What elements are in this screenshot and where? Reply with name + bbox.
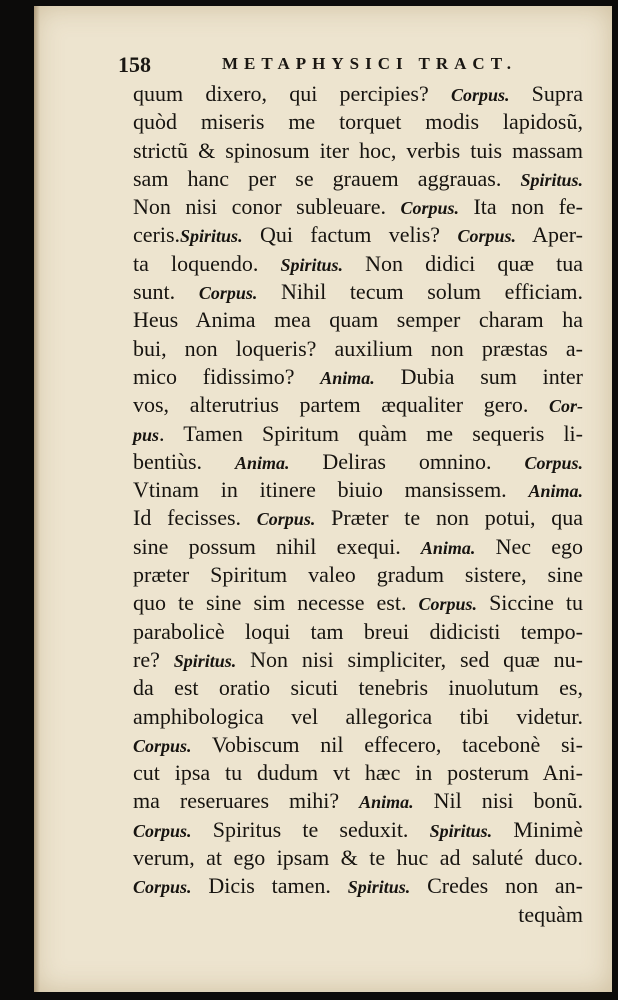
text-run: verum, at ego ipsam & te huc ad saluté duco. xyxy=(133,845,583,871)
speaker-label: Corpus. xyxy=(450,85,510,105)
text-line xyxy=(133,137,583,165)
speaker-label: Corpus. xyxy=(418,594,478,615)
speaker-label: pus xyxy=(133,424,160,445)
text-run: præter Spiritum valeo gradum sistere, sine xyxy=(133,562,583,588)
text-line xyxy=(133,901,583,929)
speaker-label: Spiritus. xyxy=(429,820,493,841)
text-line xyxy=(133,589,583,617)
text-line xyxy=(133,787,583,815)
text-run: . Tamen Spiritum quàm me sequeris li- xyxy=(159,420,583,446)
text-run: Deliras omnino. xyxy=(289,448,525,474)
text-line xyxy=(133,391,583,419)
text-run: Præter te non potui, qua xyxy=(315,505,583,531)
text-run: vos, alterutrius partem æqualiter gero. xyxy=(133,392,549,418)
text-run: Non nisi simpliciter, sed quæ nu- xyxy=(236,646,583,672)
text-run: sam hanc per se grauem aggrauas. xyxy=(133,165,521,191)
page-header xyxy=(118,52,538,78)
text-line xyxy=(133,561,583,589)
text-run: ta loquendo. xyxy=(133,250,281,276)
text-run: bui, non loqueris? auxilium non præstas a- xyxy=(133,335,583,361)
text-line xyxy=(133,80,583,108)
speaker-label: Cor- xyxy=(548,396,583,417)
text-run: ceris. xyxy=(133,222,181,248)
text-run: Minimè xyxy=(492,816,583,842)
speaker-label: Corpus. xyxy=(400,198,459,219)
text-line xyxy=(133,504,583,532)
speaker-label: Anima. xyxy=(234,452,290,473)
text-line xyxy=(133,646,583,674)
text-line xyxy=(133,165,583,193)
text-run: quòd miseris me torquet modis lapidosũ, xyxy=(133,109,583,135)
text-run: mico fidissimo? xyxy=(133,363,321,389)
text-run: Id fecisses. xyxy=(133,505,257,531)
speaker-label: Anima. xyxy=(420,537,476,558)
text-line xyxy=(133,872,583,900)
body-text xyxy=(133,80,583,929)
text-run: quum dixero, qui percipies? xyxy=(133,81,451,106)
speaker-label: Corpus. xyxy=(133,877,192,898)
text-run: Spiritus te seduxit. xyxy=(191,816,430,842)
speaker-label: Anima. xyxy=(359,792,414,813)
text-line xyxy=(133,306,583,334)
text-run: bentiùs. xyxy=(133,448,235,474)
text-run: Non nisi conor subleuare. xyxy=(133,194,401,220)
text-run: Non didici quæ tua xyxy=(343,250,583,276)
speaker-label: Spiritus. xyxy=(520,169,583,190)
text-line xyxy=(133,193,583,221)
text-line xyxy=(133,816,583,844)
text-run: parabolicè loqui tam breui didicisti tempo- xyxy=(133,618,583,644)
text-line xyxy=(133,476,583,504)
speaker-label: Anima. xyxy=(320,367,375,388)
text-line xyxy=(133,363,583,391)
text-run: Nec ego xyxy=(475,533,583,559)
page-number: 158 xyxy=(118,52,151,77)
text-run: Qui factum velis? xyxy=(242,222,458,248)
text-run: Heus Anima mea quam semper charam ha xyxy=(133,307,583,333)
text-run: strictũ & spinosum iter hoc, verbis tuis massam xyxy=(133,137,583,163)
speaker-label: Spiritus. xyxy=(173,650,237,671)
text-line xyxy=(133,533,583,561)
text-run: Nihil tecum solum efficiam. xyxy=(257,279,583,305)
text-line xyxy=(133,250,583,278)
speaker-label: Spiritus. xyxy=(347,877,411,898)
text-line xyxy=(133,844,583,872)
text-run: Aper- xyxy=(515,222,583,248)
text-line xyxy=(133,335,583,363)
text-run: amphibologica vel allegorica tibi videtur. xyxy=(133,703,583,729)
speaker-label: Corpus. xyxy=(457,226,516,247)
text-line xyxy=(133,703,583,731)
text-run: tequàm xyxy=(518,901,583,927)
running-head: METAPHYSICI TRACT. xyxy=(222,54,518,73)
speaker-label: Spiritus. xyxy=(280,254,344,275)
text-run: Supra xyxy=(509,81,584,106)
text-line xyxy=(133,759,583,787)
text-run: Dubia sum inter xyxy=(374,363,583,389)
text-line xyxy=(133,674,583,702)
text-line xyxy=(133,448,583,476)
speaker-label: Corpus. xyxy=(133,820,192,841)
text-run: sunt. xyxy=(133,279,199,305)
text-run: sine possum nihil exequi. xyxy=(133,533,421,559)
speaker-label: Corpus. xyxy=(198,283,258,304)
text-run: Credes non an- xyxy=(410,873,583,899)
text-line xyxy=(133,618,583,646)
text-run: ma reseruares mihi? xyxy=(133,788,360,814)
text-line xyxy=(133,278,583,306)
text-line xyxy=(133,731,583,759)
text-line xyxy=(133,108,583,136)
text-run: Dicis tamen. xyxy=(191,873,348,899)
text-run: Vtinam in itinere biuio mansissem. xyxy=(133,477,529,503)
text-run: Siccine tu xyxy=(477,590,583,616)
text-run: cut ipsa tu dudum vt hæc in posterum Ani- xyxy=(133,760,583,786)
text-line xyxy=(133,221,583,249)
speaker-label: Corpus. xyxy=(524,452,583,473)
speaker-label: Spiritus. xyxy=(180,226,243,247)
text-run: quo te sine sim necesse est. xyxy=(133,590,419,616)
speaker-label: Anima. xyxy=(528,481,583,502)
text-run: Ita non fe- xyxy=(458,194,583,220)
text-run: Nil nisi bonũ. xyxy=(413,788,584,814)
text-line xyxy=(133,420,583,448)
text-run: Vobiscum nil effecero, tacebonè si- xyxy=(191,731,583,757)
text-run: da est oratio sicuti tenebris inuolutum es, xyxy=(133,675,583,701)
speaker-label: Corpus. xyxy=(256,509,316,530)
speaker-label: Corpus. xyxy=(133,735,192,756)
text-run: re? xyxy=(133,646,174,672)
page-gutter-shadow xyxy=(34,6,40,992)
